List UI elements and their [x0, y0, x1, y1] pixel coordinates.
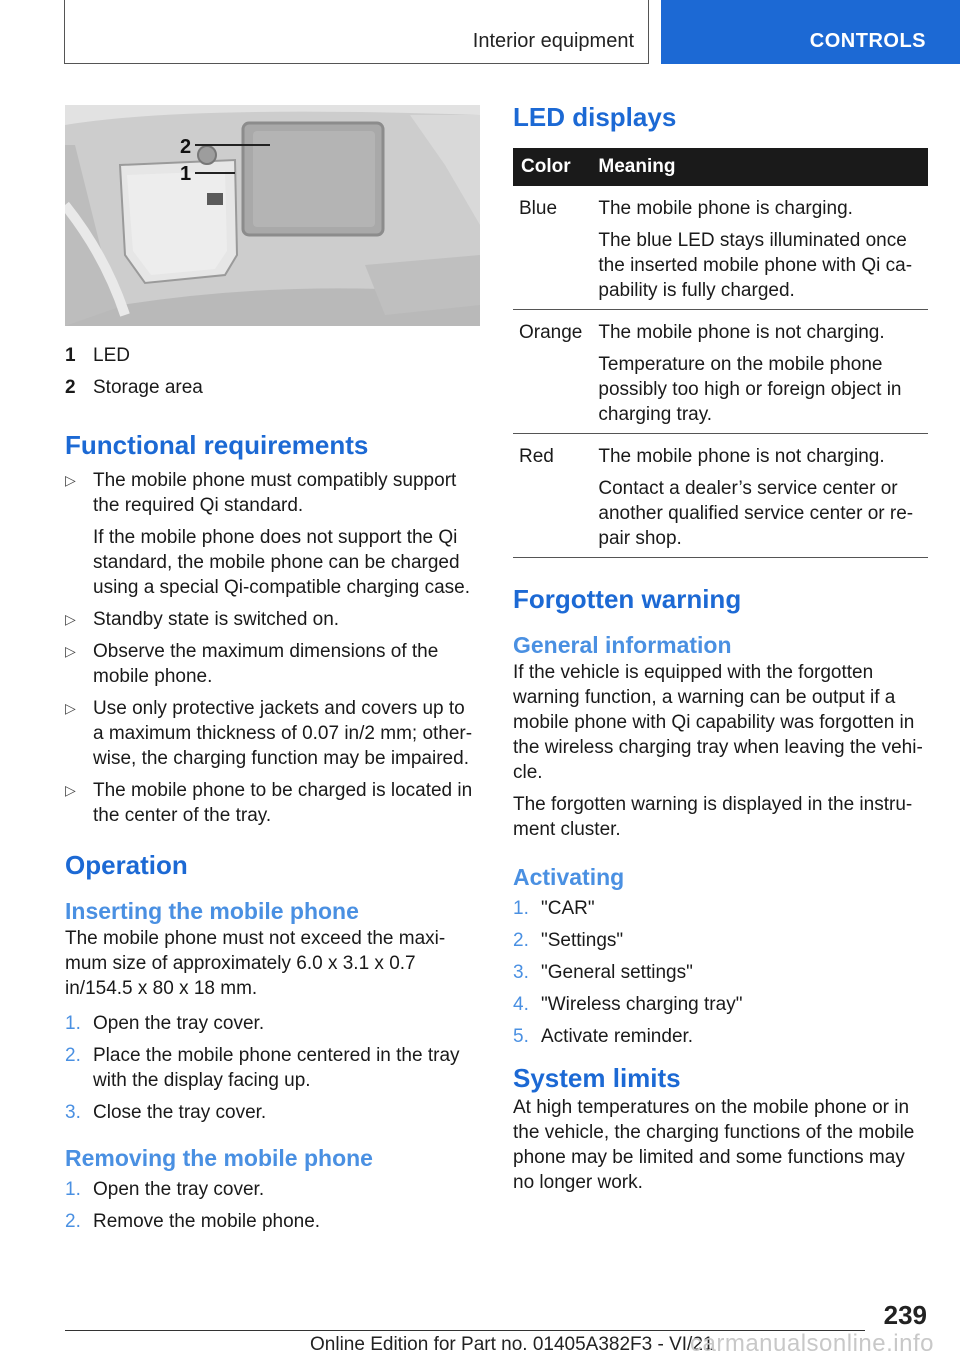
triangle-bullet-icon: ▷ — [65, 472, 76, 488]
header-chapter-title: CONTROLS — [809, 30, 926, 52]
triangle-bullet-icon: ▷ — [65, 611, 76, 627]
list-item: 4. "Wireless charging tray" — [513, 994, 743, 1015]
general-information-heading: General information — [513, 632, 732, 658]
triangle-bullet-icon: ▷ — [65, 782, 76, 798]
activating-steps — [513, 896, 928, 1049]
cell-meaning: The mobile phone is charging. The blue LED stays illuminated once the inserted mobile phone with Qi ca-pability is fully charged. — [590, 186, 928, 310]
inserting-intro: The mobile phone must not exceed the maxi-mum size of approximately 6.0 x 3.1 x 0.7 in/154.5 x 80 x 18 mm. — [65, 928, 446, 999]
list-item: ▷ Standby state is switched on. — [65, 609, 340, 630]
triangle-bullet-icon: ▷ — [65, 700, 76, 716]
removing-steps — [65, 1177, 480, 1234]
table-row — [513, 186, 928, 310]
list-item: 5. Activate reminder. — [513, 1026, 694, 1047]
triangle-bullet-icon: ▷ — [65, 643, 76, 659]
legend-number: 1 — [65, 345, 76, 366]
footer-watermark: carmanualsonline.info — [690, 1330, 934, 1357]
column-header-color: Color — [521, 156, 571, 177]
figure-legend — [65, 340, 480, 404]
legend-label: Storage area — [93, 377, 203, 398]
callout-1: 1 — [180, 163, 192, 185]
activating-heading: Activating — [513, 864, 625, 890]
operation-heading: Operation — [65, 850, 188, 880]
table-row — [513, 310, 928, 434]
cell-meaning: The mobile phone is not charging. Temperature on the mobile phone possibly too high or foreign object in charging tray. — [590, 310, 928, 434]
system-limits-heading: System limits — [513, 1063, 681, 1093]
general-information-text: If the vehicle is equipped with the forgotten warning function, a warning can be output if a mobile phone with Qi capability was forgotten in the wireless charging tray when leaving the vehi-cle. — [513, 662, 923, 783]
list-item: 2. "Settings" — [513, 930, 624, 951]
callout-2: 2 — [180, 136, 192, 158]
functional-requirements-list — [65, 468, 480, 828]
charging-tray-photo — [65, 105, 480, 326]
cell-color: Red — [513, 434, 590, 558]
legend-number: 2 — [65, 377, 76, 398]
legend-item — [65, 372, 480, 404]
column-header-meaning: Meaning — [598, 156, 676, 177]
list-item: 1. "CAR" — [513, 898, 595, 919]
right-column — [513, 100, 928, 1195]
list-item: 3. "General settings" — [513, 962, 693, 983]
table-row — [513, 434, 928, 558]
cell-color: Orange — [513, 310, 590, 434]
system-limits-text: At high temperatures on the mobile phone or in the vehicle, the charging functions of the mobile phone may be limited and some functions may no longer work. — [513, 1097, 915, 1193]
list-item: 2. Remove the mobile phone. — [65, 1211, 321, 1232]
removing-heading: Removing the mobile phone — [65, 1145, 373, 1171]
functional-requirements-heading: Functional requirements — [65, 430, 369, 460]
cell-meaning: The mobile phone is not charging. Contact a dealer’s service center or another qualified service center or re-pair shop. — [590, 434, 928, 558]
list-item: 2. Place the mobile phone centered in the tray with the display facing up. — [65, 1045, 460, 1091]
inserting-heading: Inserting the mobile phone — [65, 898, 359, 924]
led-table — [513, 148, 928, 558]
list-item: ▷ Observe the maximum dimensions of the mobile phone. — [65, 641, 439, 687]
legend-item — [65, 340, 480, 372]
header-chapter-tab — [661, 0, 960, 64]
left-column — [65, 105, 480, 1241]
led-displays-heading: LED displays — [513, 102, 677, 132]
header-section-title: Interior equipment — [472, 30, 634, 52]
inserting-steps — [65, 1011, 480, 1125]
list-item: 3. Close the tray cover. — [65, 1102, 267, 1123]
forgotten-warning-heading: Forgotten warning — [513, 584, 742, 614]
table-header-row — [513, 148, 928, 186]
charging-tray-illustration — [65, 105, 480, 326]
list-item: ▷ Use only protective jackets and covers up to a maximum thickness of 0.07 in/2 mm; other-wise, the charging function may be impaired. — [65, 698, 473, 769]
list-item: 1. Open the tray cover. — [65, 1179, 265, 1200]
legend-label: LED — [93, 345, 130, 366]
page-number: 239 — [883, 1300, 927, 1330]
list-item: ▷ The mobile phone to be charged is located in the center of the tray. — [65, 780, 473, 826]
list-item: ▷ The mobile phone must compatibly support the required Qi standard. If the mobile phone does not support the Qi standard, the mobile phone can be charged using a special Qi-compatible charging case. — [65, 470, 471, 598]
list-item: 1. Open the tray cover. — [65, 1013, 265, 1034]
header-section-box — [64, 0, 649, 64]
forgotten-display-text: The forgotten warning is displayed in the instru-ment cluster. — [513, 794, 913, 840]
footer-edition: Online Edition for Part no. 01405A382F3 - VI/21 — [310, 1334, 714, 1355]
cell-color: Blue — [513, 186, 590, 310]
